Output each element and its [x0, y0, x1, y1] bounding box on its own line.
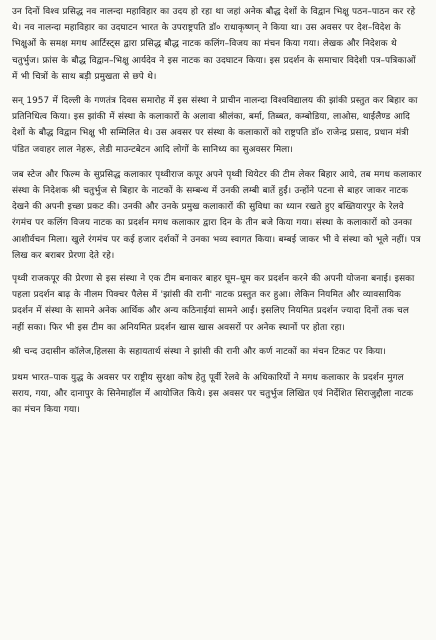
paragraph-touring-team: पृथ्वी राजकपूर की प्रेरणा से इस संस्था ने एक टीम बनाकर बाहर घूम–घूम कर प्रदर्शन करने की अपनी योजना बनाई। इसका पहला प्रदर्शन बाढ़ के नीलम पिक्चर पैलेस में 'झांसी की रानी' नाटक प्रस्तुत कर हुआ। लेकिन नियमित और व्यावसायिक प्रदर्शन में संस्था के सामने अनेक आर्थिक और अन्य कठिनाईयां सामने आईं। इसलिए नियमित प्रदर्शन ज्यादा दिनों तक चल नहीं सका। फिर भी इस टीम का अनियमित प्रदर्शन खास खास अवसरों पर अनेक स्थानों पर होता रहा।: [12, 274, 415, 333]
paragraph-nalanda-mahavihara: उन दिनों विश्व प्रसिद्ध नव नालन्दा महाविहार का उदय हो रहा था जहां अनेक बौद्ध देशों के विद्वान भिक्षु पठन–पाठन कर रहे थे। नव नालन्दा महाविहार का उदघाटन भारत के उपराष्ट्रपति डॉ० राधाकृष्णन् ने किया था। उस अवसर पर देश–विदेश के भिक्षुओं के समक्ष मगध आर्टिस्ट्स द्वारा प्रसिद्ध बौद्ध नाटक कलिंग–विजय का मंचन किया गया। लेखक और निदेशक थे चतुर्भुज। फ्रांस के बौद्ध विद्वान–भिक्षु आर्यदेव ने इस नाटक का उदघाटन किया। इस प्रदर्शन के समाचार विदेशी पत्र–पत्रिकाओं में भी चित्रों के साथ बड़ी प्रमुखता से छपे थे।: [12, 7, 416, 82]
paragraph-indo-pak-war: प्रथम भारत–पाक युद्ध के अवसर पर राष्ट्रीय सुरक्षा कोष हेतु पूर्वी रेलवे के अधिकारियों ने मगध कलाकार के प्रदर्शन मुगल सराय, गया, और दानापुर के सिनेमाहॉल में आयोजित किये। इस अवसर पर चतुर्भुज लिखित एवं निर्देशित सिराजुद्दौला नाटक का मंचन किया गया।: [12, 373, 414, 416]
paragraph-hilsa-college: श्री चन्द उदासीन कॉलेज,हिलसा के सहायतार्थ संस्था ने झांसी की रानी और कर्ण नाटकों का मंचन टिकट पर किया।: [12, 346, 386, 357]
paragraph-republic-day-1957: सन् 1957 में दिल्ली के गणतंत्र दिवस समारोह में इस संस्था ने प्राचीन नालन्दा विश्वविद्यालय की झांकी प्रस्तुत कर बिहार का प्रतिनिधित्व किया। इस झांकी में संस्था के कलाकारों के अलावा श्रीलंका, बर्मा, तिब्बत, कम्बोडिया, लाओस, थाईलैण्ड आदि देशों के बौद्ध विद्वान भिक्षु भी सम्मिलित थे। उस अवसर पर संस्था के कलाकारों को राष्ट्रपति डॉ० राजेन्द्र प्रसाद, प्रधान मंत्री पंडित जवाहर लाल नेहरू, लेडी माउन्टबेटन आदि लोगों के सानिध्य का सुअवसर मिला।: [12, 96, 418, 155]
paragraph-prithviraj-kapoor: जब स्टेज और फिल्म के सुप्रसिद्ध कलाकार पृथ्वीराज कपूर अपने पृथ्वी थियेटर की टीम लेकर बिहार आये, तब मगध कलाकार संस्था के निदेशक श्री चतुर्भुज से बिहार के नाटकों के सम्बन्ध में उनकी लम्बी बातें हुईं। उन्होंने पटना से बाहर जाकर नाटक देखने की अपनी इच्छा प्रकट की। उनकी और उनके प्रमुख कलाकारों की सुविधा का ध्यान रखते हुए बख्तियारपुर के रेलवे रंगमंच पर कलिंग विजय नाटक का प्रदर्शन मगध कलाकार द्वारा दिन के तीन बजे किया गया। संस्था के कलाकारों को उनका आशीर्वचन मिला। खुले रंगमंच पर कई हजार दर्शकों ने उनका भव्य स्वागत किया। बम्बई जाकर भी वे संस्था को भूले नहीं। पत्र लिख कर बराबर प्रेरणा देते रहे।: [12, 169, 422, 261]
